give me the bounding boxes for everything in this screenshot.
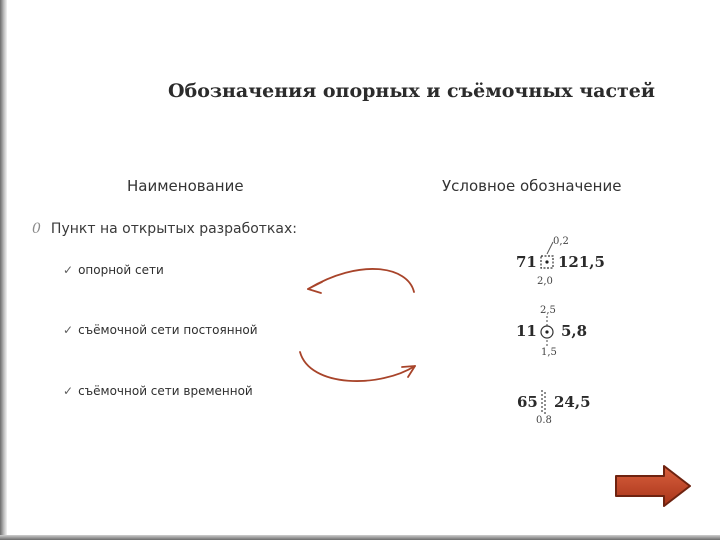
arrow-left-curve [308, 269, 414, 292]
main-bullet-text: Пункт на открытых разработках: [50, 221, 297, 237]
right-arrow-icon [616, 466, 690, 506]
symbol-1-right-number: 121,5 [558, 253, 605, 271]
arrow-left-head [308, 282, 322, 293]
arrow-right-curve [300, 352, 415, 381]
next-slide-button[interactable] [614, 464, 692, 508]
check-icon: ✓ [63, 323, 74, 337]
symbol-1-top-number: 0,2 [553, 236, 569, 247]
symbol-2-circle-icon [534, 314, 560, 350]
column-header-symbol: Условное обозначение [442, 177, 622, 195]
check-icon: ✓ [63, 384, 74, 398]
symbol-2-bottom-number: 1,5 [541, 347, 557, 358]
check-icon: ✓ [63, 263, 74, 277]
column-header-name: Наименование [127, 177, 244, 195]
symbol-3-bottom-number: 0.8 [536, 415, 552, 426]
symbol-2-top-number: 2,5 [540, 305, 556, 316]
list-item-label: съёмочной сети постоянной [78, 323, 258, 337]
bullet-marker: 0 [32, 221, 41, 237]
symbol-1-square-icon [535, 240, 559, 280]
symbol-3-right-number: 24,5 [554, 393, 591, 411]
symbol-1-left-number: 71 [516, 253, 537, 271]
symbol-2-right-number: 5,8 [561, 322, 588, 340]
symbol-3-left-number: 65 [517, 393, 538, 411]
symbol-2-left-number: 11 [516, 322, 537, 340]
list-item-label: съёмочной сети временной [78, 384, 253, 398]
slide-title: Обозначения опорных и съёмочных частей [168, 80, 655, 102]
symbol-1-bottom-number: 2,0 [537, 276, 553, 287]
list-item-label: опорной сети [78, 263, 164, 277]
